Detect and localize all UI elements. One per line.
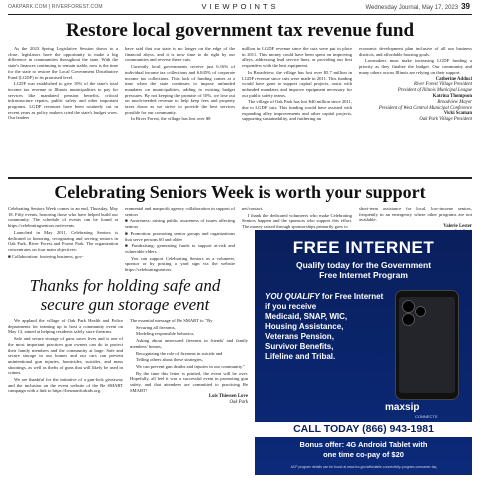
call-banner[interactable]: CALL TODAY (866) 943-1981 xyxy=(255,422,472,437)
article2-col3 xyxy=(242,206,352,228)
header-rule xyxy=(8,14,472,15)
smartphone-image xyxy=(395,290,459,400)
ad-fine-print: ACP program details can be found at www.fcc.gov/affordable-connectivity-program-consumer-faq xyxy=(290,465,437,469)
article3-col1 xyxy=(8,318,123,476)
camera-lens-icon xyxy=(402,300,415,313)
section-title: VIEWPOINTS xyxy=(201,2,279,11)
paragraph: net/contact. xyxy=(242,206,264,211)
signer-title: President of West Central Municipal Conference xyxy=(378,105,472,111)
paragraph: Lawmakers must make increasing LGDF funding a priority as they finalize the budget. Our community and many others across Illinois are relying on their support. xyxy=(359,58,472,75)
article1-col1 xyxy=(8,46,118,171)
ad-subtitle-line: Free Internet Program xyxy=(319,270,408,280)
qualify-rest: for Free Internet if you receive xyxy=(265,292,384,311)
paragraph: ■ Collaboration: fostering business, gov- xyxy=(8,253,84,259)
paragraph: Telling others about these strategies, xyxy=(136,357,203,363)
paragraph: have said that our state is no longer on the edge of the financial abyss, and it is now time to do right by our communities and reverse these cuts. xyxy=(125,46,235,63)
signer-title: Oak Park Village President xyxy=(419,117,472,123)
paragraph: Modeling responsible behavior, xyxy=(136,331,195,337)
paragraph: Launched in May 2011, Celebrating Seniors is dedicated to honoring, recognizing and serving seniors in Oak Park, River Forest and Forest Park. The organization concentrates on four main objectives: xyxy=(8,229,118,252)
camera-lens-icon xyxy=(415,306,426,317)
program-item: Lifeline and Tribal. xyxy=(265,352,336,361)
ad-subtitle xyxy=(255,260,472,280)
article2-col2 xyxy=(125,206,235,273)
paragraph: Celebrating Seniors Week comes to an end, Thursday, May 18. Fifty events, honoring those who have helped build our community. The schedule of events can be found at https://celebratingseniors.net/events. xyxy=(8,206,118,229)
program-item: Veterans Pension, xyxy=(265,332,334,341)
maxsip-tagline: CONNECTS xyxy=(415,414,438,419)
ad-title: FREE INTERNET xyxy=(292,238,435,257)
camera-lens-icon xyxy=(402,313,415,326)
header-sites: OAKPARK.COM | RIVERFOREST.COM xyxy=(8,4,103,10)
signer-name: Vicki Scaman xyxy=(443,111,472,117)
paragraph: In Broadview, the village has lost over $5.7 million in LGDF revenue since cuts were made in 2011. This funding would have gone to support capital projects, assist with unfunded mandates and improve equipment necessary for our public safety teams. xyxy=(242,69,352,98)
paragraph: LGDF was established to give 10% of the state's total income tax revenue to Illinois municipalities to pay for services like mandated pension benefits, critical infrastructure repairs, public safety and other important programs. LGDF revenues have been routinely cut in recent years as policy makers cried the state's budget woes. Our leaders xyxy=(8,81,118,121)
signer-title: President of Illinois Municipal League xyxy=(397,88,472,94)
bonus-offer xyxy=(255,440,472,459)
paragraph: In River Forest, the village has lost over $8 xyxy=(131,116,211,122)
paragraph: ernmental and nonprofit agency collaboration in support of seniors xyxy=(125,206,235,217)
paragraph: Safe and secure storage of guns saves lives and is one of the most important practices gun owners can do to protect their family members and the community at large. Safe and secure storage in our homes and our cars can prevent unintentional gun injuries, homicides, suicides, and mass shootings, as well as thefts of guns that will likely be used in crimes. xyxy=(8,336,123,376)
paragraph: We can prevent gun deaths and injuries in our community." xyxy=(136,363,245,369)
signer-name: Lois Thiessen Love xyxy=(208,394,248,400)
signer-name: Valerie Lester xyxy=(443,224,472,230)
signature-block xyxy=(359,77,472,123)
paragraph: economic development plan inclusive of all our business districts, and affordable housing goals. xyxy=(359,46,472,57)
free-internet-ad[interactable] xyxy=(255,230,472,475)
bonus-line: Bonus offer: 4G Android Tablet with xyxy=(299,440,428,449)
article2-headline: Celebrating Seniors Week is worth your support xyxy=(54,182,426,202)
program-item: Survivor Benefits, xyxy=(265,342,334,351)
header-edition xyxy=(365,2,470,11)
article2-col1 xyxy=(8,206,118,262)
paragraph: ■ Awareness: raising public awareness of issues affecting seniors xyxy=(125,218,235,230)
maxsip-logo: maxsip xyxy=(385,402,420,413)
article1-headline: Restore local government tax revenue fund xyxy=(65,20,415,41)
signer-name: Catherine Adduci xyxy=(435,76,472,82)
signer-name: Katrina Thompson xyxy=(432,93,472,99)
paragraph: million in LGDF revenue since the cuts were put in place in 2011. This money could have been spent on improving alleys, addressing lead service lines, or providing our first responders with the best equipment. xyxy=(242,46,352,69)
bonus-line: one time co-pay of $20 xyxy=(323,449,404,459)
paragraph: Recognizing the role of firearms in suicide and xyxy=(136,350,223,356)
paragraph: We are thankful for the initiative of a gun-lock giveaway and the inclusion on the event website of the Be SMART campaign with a link to https://besmartforkids.org. xyxy=(8,377,123,394)
paragraph: Currently local governments receive just 6.16% of individual income tax collections and 6.845% of corporate income tax collections. This lack of funding comes at a time when the state continues to impose unfunded mandates on municipalities, adding to existing budget pressures. By not keeping the promise of 10%, we lose out on much-needed revenue to help keep fees and property taxes down as we strive to provide the best services possible for our community. xyxy=(125,64,235,115)
article1-col4 xyxy=(359,46,472,171)
paragraph: As the 2023 Spring Legislative Session draws to a close, legislators have the opportunity to make a big difference in communities throughout the state. With the state's finances continuing to remain stable, now is the time for the state to restore the Local Government Distributive Fund (LGDF) to its promised level. xyxy=(8,46,118,80)
paragraph: Asking about unsecured firearms in friends' and family members' homes, xyxy=(130,338,248,349)
paragraph: short-term assistance for local, low-income seniors, frequently in an emergency where other programs are not available. xyxy=(359,206,472,223)
program-item: Medicaid, SNAP, WIC, xyxy=(265,312,348,321)
program-item: Housing Assistance, xyxy=(265,322,344,331)
qualify-lead: YOU QUALIFY xyxy=(265,292,320,301)
paragraph: We applaud the village of Oak Park Health and Police departments for teaming up to host a community event on May 13, aimed at helping residents safely store firearms. xyxy=(8,318,123,335)
signer-title: Broadview Mayor xyxy=(437,99,472,105)
article3-headline: Thanks for holding safe and secure gun storage event xyxy=(29,276,221,314)
paragraph: I thank the dedicated volunteers who make Celebrating Seniors happen and the sponsors who support this effort. The money raised through sponsorships primarily goes to xyxy=(242,212,352,230)
paragraph: ■ Promotion: promoting senior groups and organizations that serve persons 60 and older xyxy=(125,230,235,242)
signer-title: River Forest Village President xyxy=(413,82,472,88)
divider xyxy=(8,177,472,179)
paragraph: You can support Celebrating Seniors as a volunteer, sponsor or by posting a yard sign via the website https://celebratingseniors. xyxy=(125,255,235,273)
edition-date: Wednesday Journal, May 17, 2023 xyxy=(365,5,459,11)
page-number: 39 xyxy=(461,2,470,11)
article3-col2 xyxy=(130,318,248,476)
ad-subtitle-line: Qualify today for the Government xyxy=(295,260,432,270)
signature-block xyxy=(130,394,248,406)
paragraph: Securing all firearms, xyxy=(136,324,176,330)
paragraph: The essential message of Be SMART is: "By xyxy=(130,318,213,323)
qualify-list xyxy=(265,292,385,362)
article1-col2 xyxy=(125,46,235,171)
paragraph: By the time this letter is printed, the event will be over. Hopefully, all feel it was a successful event in promoting gun safety, and that attendees are committed to practicing Be SMART! xyxy=(130,370,248,393)
paragraph: ■ Fundraising: generating funds to support at-risk and vulnerable elders. xyxy=(125,243,235,254)
article1-col3 xyxy=(242,46,352,171)
paragraph: The village of Oak Park has lost $40 million since 2011, due to LGDF cuts. This funding would have assisted with expanding alley improvements and other capital projects, supporting sustainability, and furthering an xyxy=(242,99,352,122)
signer-title: Oak Park xyxy=(229,400,248,406)
article2-col4 xyxy=(359,206,472,228)
